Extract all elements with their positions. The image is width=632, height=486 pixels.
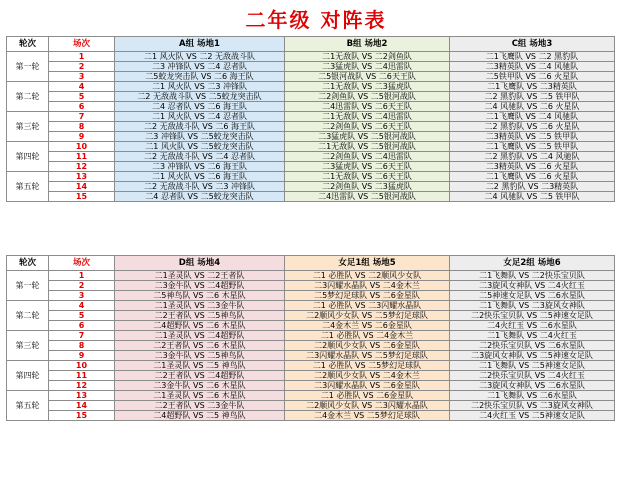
match-number: 11 [49,152,115,162]
table-row [7,92,615,102]
match-cell: 二3旋风女神队 VS 二4火红玉 [450,281,615,291]
match-cell: 二4迅雷队 VS 二6天王队 [285,102,450,112]
match-cell: 二1飞鹰队 VS 二3精英队 [450,82,615,92]
match-cell: 二4火红玉 VS 二6水星队 [450,321,615,331]
schedule-table-2 [6,255,615,421]
match-cell: 二2 黑豹队 VS 二5 铁甲队 [450,92,615,102]
table-row [7,271,615,281]
column-header: C组 场地3 [450,37,615,52]
match-cell: 二3 冲锋队 VS 二5蛟龙突击队 [115,132,285,142]
match-cell: 二3精英队 VS 二4 风驰队 [450,62,615,72]
match-cell: 二1 必胜队 VS 二4金木兰 [285,331,450,341]
match-cell: 二2王者队 VS 二5神鸟队 [115,311,285,321]
match-cell: 二3猛虎队 VS 二5银河战队 [285,132,450,142]
round-label: 第二轮 [7,301,49,331]
match-cell: 二2 黑豹队 VS 二4 风驰队 [450,152,615,162]
match-number: 7 [49,331,115,341]
match-number: 14 [49,401,115,411]
table-row [7,102,615,112]
table-row [7,351,615,361]
match-cell: 二3金牛队 VS 二5神鸟队 [115,351,285,361]
table-row [7,301,615,311]
match-cell: 二3精英队 VS 二5 铁甲队 [450,132,615,142]
table-row [7,182,615,192]
column-header: 场次 [49,256,115,271]
match-cell: 二1 必胜队 VS 二3闪耀水晶队 [285,301,450,311]
match-cell: 二2 无敌战斗队 VS 二5蛟龙突击队 [115,92,285,102]
match-cell: 二1 风火队 VS 二6 海王队 [115,172,285,182]
match-cell: 二5蛟龙突击队 VS 二6 海王队 [115,72,285,82]
match-cell: 二4金木兰 VS 二5梦幻足球队 [285,411,450,421]
match-number: 13 [49,391,115,401]
match-number: 3 [49,291,115,301]
match-cell: 二1 风火队 VS 二4 忍者队 [115,112,285,122]
match-cell: 二1无敌队 VS 二6天王队 [285,172,450,182]
column-header: 轮次 [7,256,49,271]
match-cell: 二1圣灵队 VS 二5 神鸟队 [115,361,285,371]
match-number: 5 [49,92,115,102]
match-cell: 二4超野队 VS 二6 木星队 [115,321,285,331]
table-row [7,72,615,82]
match-number: 2 [49,62,115,72]
match-cell: 二3精英队 VS 二6 火星队 [450,162,615,172]
match-cell: 二1圣灵队 VS 二3金牛队 [115,301,285,311]
match-cell: 二1圣灵队 VS 二6 木星队 [115,391,285,401]
match-cell: 二1飞鹰队 VS 二4 风驰队 [450,112,615,122]
match-number: 1 [49,271,115,281]
match-cell: 二2王者队 VS 二4超野队 [115,371,285,381]
match-cell: 二4 风驰队 VS 二5 铁甲队 [450,192,615,202]
match-cell: 二2王者队 VS 二6 木星队 [115,341,285,351]
table-row [7,162,615,172]
match-cell: 二2 黑豹队 VS 二6 火星队 [450,122,615,132]
match-cell: 二1 必胜队 VS 二5梦幻足球队 [285,361,450,371]
round-label: 第一轮 [7,271,49,301]
match-cell: 二1 风火队 VS 二5蛟龙突击队 [115,142,285,152]
match-cell: 二5神鸟队 VS 二6 木星队 [115,291,285,301]
match-cell: 二4 风驰队 VS 二6 火星队 [450,102,615,112]
match-cell: 二1无敌队 VS 二2剑鱼队 [285,52,450,62]
table-row [7,311,615,321]
match-number: 6 [49,321,115,331]
match-cell: 二1无敌队 VS 二4迅雷队 [285,112,450,122]
match-cell: 二2快乐宝贝队 VS 二6水星队 [450,341,615,351]
table-row [7,391,615,401]
match-cell: 二1圣灵队 VS 二2王者队 [115,271,285,281]
match-number: 3 [49,72,115,82]
match-cell: 二1飞舞队 VS 二2快乐宝贝队 [450,271,615,281]
column-header: 女足2组 场地6 [450,256,615,271]
match-cell: 二1无敌队 VS 二5银河战队 [285,142,450,152]
match-cell: 二4金木兰 VS 二6金星队 [285,321,450,331]
table-row [7,291,615,301]
table-row [7,192,615,202]
match-cell: 二3金牛队 VS 二4超野队 [115,281,285,291]
round-label: 第四轮 [7,361,49,391]
match-cell: 二5铁甲队 VS 二6 火星队 [450,72,615,82]
match-number: 2 [49,281,115,291]
table-row [7,132,615,142]
match-cell: 二2快乐宝贝队 VS 二5神速女足队 [450,311,615,321]
match-cell: 二3闪耀水晶队 VS 二4金木兰 [285,281,450,291]
match-cell: 二2剑鱼队 VS 二4迅雷队 [285,152,450,162]
match-cell: 二5银河战队 VS 二6天王队 [285,72,450,82]
table-row [7,122,615,132]
match-number: 9 [49,351,115,361]
table-row [7,401,615,411]
column-header: D组 场地4 [115,256,285,271]
table-row [7,52,615,62]
table-row [7,172,615,182]
match-number: 8 [49,122,115,132]
round-label: 第四轮 [7,142,49,172]
match-cell: 二3金牛队 VS 二6 木星队 [115,381,285,391]
round-label: 第三轮 [7,112,49,142]
round-label: 第一轮 [7,52,49,82]
match-number: 9 [49,132,115,142]
table-row [7,142,615,152]
match-number: 10 [49,142,115,152]
column-header: B组 场地2 [285,37,450,52]
match-cell: 二2 无敌战斗队 VS 二3 冲锋队 [115,182,285,192]
match-cell: 二1 必胜队 VS 二6金星队 [285,391,450,401]
match-cell: 二3 冲锋队 VS 二6 海王队 [115,162,285,172]
match-cell: 二1飞舞队 VS 二5神速女足队 [450,361,615,371]
table-row [7,152,615,162]
round-label: 第五轮 [7,172,49,202]
match-number: 4 [49,301,115,311]
match-number: 5 [49,311,115,321]
table-row [7,331,615,341]
match-cell: 二2顺风少女队 VS 二6金星队 [285,341,450,351]
match-cell: 二4 忍者队 VS 二5蛟龙突击队 [115,192,285,202]
match-cell: 二4 忍者队 VS 二6 海王队 [115,102,285,112]
match-cell: 二3 冲锋队 VS 二4 忍者队 [115,62,285,72]
match-cell: 二2顺风少女队 VS 二3闪耀水晶队 [285,401,450,411]
match-cell: 二1飞鹰队 VS 二2 黑豹队 [450,52,615,62]
match-cell: 二2剑鱼队 VS 二6天王队 [285,122,450,132]
match-number: 11 [49,371,115,381]
match-cell: 二2 无敌战斗队 VS 二4 忍者队 [115,152,285,162]
match-cell: 二1 风火队 VS 二3 冲锋队 [115,82,285,92]
match-cell: 二1 风火队 VS 二2 无敌战斗队 [115,52,285,62]
match-cell: 二1飞舞队 VS 二3旋风女神队 [450,301,615,311]
match-cell: 二4超野队 VS 二5 神鸟队 [115,411,285,421]
table-row [7,82,615,92]
match-cell: 二3猛虎队 VS 二4迅雷队 [285,62,450,72]
match-number: 6 [49,102,115,112]
table-row [7,341,615,351]
match-cell: 二2 无敌战斗队 VS 二6 海王队 [115,122,285,132]
match-cell: 二5梦幻足球队 VS 二6金星队 [285,291,450,301]
match-number: 4 [49,82,115,92]
match-cell: 二2顺风少女队 VS 二4金木兰 [285,371,450,381]
round-label: 第二轮 [7,82,49,112]
match-cell: 二1无敌队 VS 二3猛虎队 [285,82,450,92]
match-cell: 二3旋风女神队 VS 二6水星队 [450,381,615,391]
header-row [7,37,615,52]
match-cell: 二5神速女足队 VS 二6水星队 [450,291,615,301]
match-cell: 二2 黑豹队 VS 二3精英队 [450,182,615,192]
column-header: 女足1组 场地5 [285,256,450,271]
match-cell: 二3旋风女神队 VS 二5神速女足队 [450,351,615,361]
table-row [7,281,615,291]
column-header: 轮次 [7,37,49,52]
column-header: 场次 [49,37,115,52]
match-number: 7 [49,112,115,122]
match-number: 14 [49,182,115,192]
round-label: 第五轮 [7,391,49,421]
match-number: 12 [49,162,115,172]
match-number: 15 [49,192,115,202]
match-cell: 二3闪耀水晶队 VS 二6金星队 [285,381,450,391]
match-number: 1 [49,52,115,62]
match-cell: 二1飞舞队 VS 二4火红玉 [450,331,615,341]
table-row [7,411,615,421]
header-row [7,256,615,271]
match-cell: 二3闪耀水晶队 VS 二5梦幻足球队 [285,351,450,361]
match-cell: 二2快乐宝贝队 VS 二3旋风女神队 [450,401,615,411]
match-cell: 二1 必胜队 VS 二2顺风少女队 [285,271,450,281]
table-row [7,112,615,122]
match-cell: 二1圣灵队 VS 二4超野队 [115,331,285,341]
match-cell: 二1飞鹰队 VS 二6 火星队 [450,172,615,182]
match-cell: 二2快乐宝贝队 VS 二4火红玉 [450,371,615,381]
table-row [7,62,615,72]
match-number: 13 [49,172,115,182]
table-row [7,361,615,371]
match-cell: 二4迅雷队 VS 二5银河战队 [285,192,450,202]
match-cell: 二2顺风少女队 VS 二5梦幻足球队 [285,311,450,321]
table-row [7,371,615,381]
match-cell: 二3猛虎队 VS 二6天王队 [285,162,450,172]
table-row [7,381,615,391]
match-number: 10 [49,361,115,371]
match-cell: 二2王者队 VS 二3金牛队 [115,401,285,411]
match-number: 8 [49,341,115,351]
match-number: 12 [49,381,115,391]
match-cell: 二4火红玉 VS 二5神速女足队 [450,411,615,421]
page-title: 二年级 对阵表 [245,8,387,32]
match-cell: 二2剑鱼队 VS 二3猛虎队 [285,182,450,192]
match-cell: 二1飞舞队 VS 二6水星队 [450,391,615,401]
match-cell: 二1飞鹰队 VS 二5 铁甲队 [450,142,615,152]
table-row [7,321,615,331]
round-label: 第三轮 [7,331,49,361]
column-header: A组 场地1 [115,37,285,52]
match-number: 15 [49,411,115,421]
schedule-table-1 [6,36,615,202]
match-cell: 二2剑鱼队 VS 二5银河战队 [285,92,450,102]
